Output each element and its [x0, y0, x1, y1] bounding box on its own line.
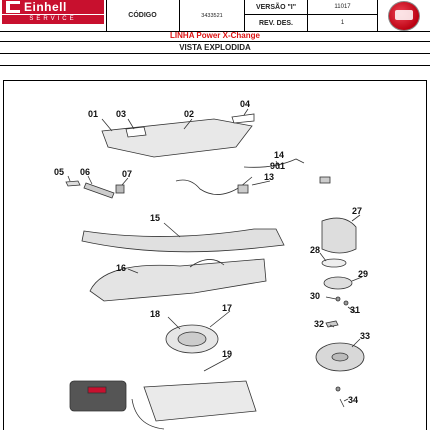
version-value: 11017 [308, 0, 378, 15]
logo-wordmark: Einhell [24, 0, 67, 14]
callout-32: 32 [314, 319, 325, 329]
quality-seal-icon [388, 1, 420, 31]
battery-part [70, 381, 126, 411]
callout-02: 02 [184, 109, 195, 119]
logo-banner [2, 0, 104, 14]
callout-19: 19 [222, 349, 233, 359]
callout-29: 29 [358, 269, 369, 279]
product-line-title: LINHA Power X-Change [0, 31, 430, 42]
charger-part [144, 381, 256, 421]
blower-tube-part [82, 229, 284, 252]
logo-subtitle: SERVICE [2, 15, 104, 24]
callout-07: 07 [122, 169, 133, 179]
version-label: VERSÃO "I" [245, 0, 308, 15]
exploded-view-svg [4, 81, 428, 431]
revision-value: 1 [308, 15, 378, 31]
callout-01: 01 [88, 109, 99, 119]
part-06 [84, 183, 114, 198]
callout-27: 27 [352, 206, 363, 216]
callout-28: 28 [310, 245, 321, 255]
logo-mark-icon [6, 1, 20, 13]
callout-04: 04 [240, 99, 251, 109]
callout-15: 15 [150, 213, 161, 223]
part-05 [66, 181, 80, 186]
callout-13: 13 [264, 172, 275, 182]
callout-34: 34 [348, 395, 359, 405]
callout-18: 18 [150, 309, 161, 319]
callout-901: 901 [270, 161, 286, 171]
callout-31: 31 [350, 305, 361, 315]
callout-14: 14 [274, 150, 285, 160]
document-header [0, 0, 430, 32]
motor-part [322, 218, 356, 253]
blank-row [0, 54, 430, 66]
upper-housing-part [102, 119, 252, 157]
part-07 [116, 185, 124, 193]
brand-logo [0, 0, 107, 31]
callout-30: 30 [310, 291, 321, 301]
callout-16: 16 [116, 263, 127, 273]
code-value: 3433521 [180, 0, 245, 31]
view-title: VISTA EXPLODIDA [0, 42, 430, 54]
revision-label: REV. DES. [245, 15, 308, 31]
callout-33: 33 [360, 331, 371, 341]
callout-05: 05 [54, 167, 65, 177]
part-29 [324, 277, 352, 289]
callout-06: 06 [80, 167, 91, 177]
callout-03: 03 [116, 109, 127, 119]
code-label: CÓDIGO [106, 0, 180, 31]
exploded-view-diagram [3, 80, 427, 430]
callout-17: 17 [222, 303, 233, 313]
